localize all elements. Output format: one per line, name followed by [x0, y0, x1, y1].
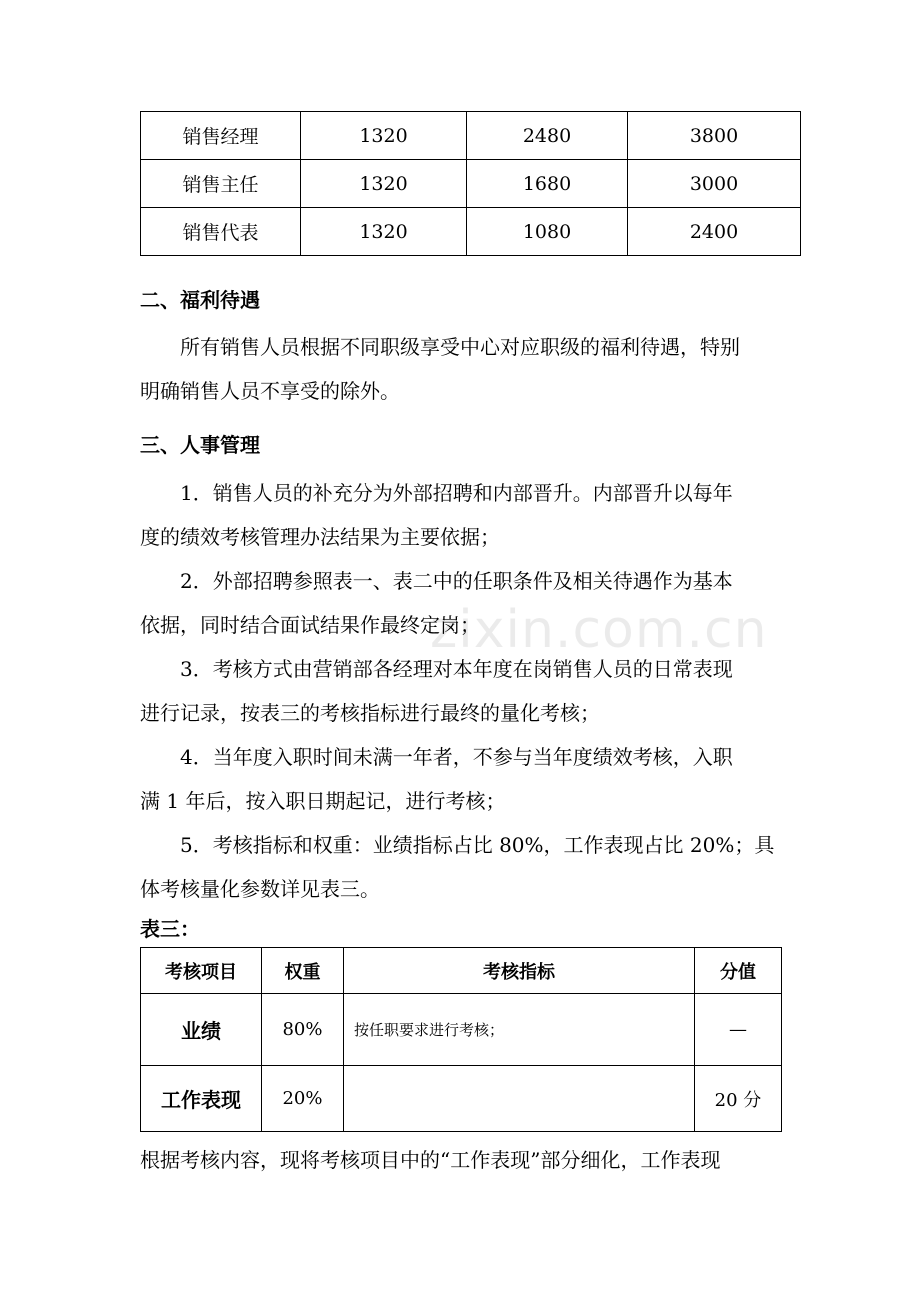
table-cell: 1320 — [301, 208, 467, 256]
column-header: 考核项目 — [141, 948, 262, 994]
column-header: 分值 — [695, 948, 782, 994]
table-cell: 工作表现 — [141, 1066, 262, 1132]
assessment-table — [140, 947, 782, 1132]
table-cell: 80% — [262, 994, 344, 1066]
list-item-line: 满 1 年后，按入职日期起记，进行考核； — [140, 789, 506, 813]
section-heading-welfare: 二、福利待遇 — [140, 288, 260, 312]
column-header: 权重 — [262, 948, 344, 994]
table-cell — [344, 1066, 695, 1132]
table-header-row — [141, 948, 782, 994]
table-cell: 销售经理 — [141, 112, 301, 160]
closing-paragraph: 根据考核内容，现将考核项目中的“工作表现”部分细化，工作表现 — [140, 1148, 721, 1172]
table-row — [141, 1066, 782, 1132]
table-cell: 2480 — [467, 112, 628, 160]
section-heading-personnel: 三、人事管理 — [140, 433, 260, 457]
welfare-paragraph — [140, 325, 800, 413]
salary-table — [140, 111, 801, 256]
list-item-line: 进行记录，按表三的考核指标进行最终的量化考核； — [140, 701, 600, 725]
table-cell: 1080 — [467, 208, 628, 256]
table-cell: 3800 — [628, 112, 801, 160]
table-cell: — — [695, 994, 782, 1066]
personnel-items — [140, 471, 800, 911]
table-row — [141, 208, 801, 256]
table-cell: 3000 — [628, 160, 801, 208]
table-cell: 20% — [262, 1066, 344, 1132]
list-item-line: 2．外部招聘参照表一、表二中的任职条件及相关待遇作为基本 — [180, 569, 733, 593]
list-item-line: 3．考核方式由营销部各经理对本年度在岗销售人员的日常表现 — [180, 657, 733, 681]
paragraph-line: 所有销售人员根据不同职级享受中心对应职级的福利待遇，特别 — [180, 335, 740, 359]
table-cell: 销售主任 — [141, 160, 301, 208]
table-cell: 1320 — [301, 112, 467, 160]
table-row — [141, 994, 782, 1066]
table-cell: 1680 — [467, 160, 628, 208]
list-item-line: 依据，同时结合面试结果作最终定岗； — [140, 613, 480, 637]
table-row — [141, 160, 801, 208]
column-header: 考核指标 — [344, 948, 695, 994]
table3-label: 表三： — [140, 917, 200, 941]
list-item-line: 体考核量化参数详见表三。 — [140, 877, 380, 901]
list-item-line: 5．考核指标和权重：业绩指标占比 80%，工作表现占比 20%；具 — [180, 833, 775, 857]
table-row — [141, 112, 801, 160]
table-cell: 销售代表 — [141, 208, 301, 256]
table-cell: 按任职要求进行考核； — [344, 994, 695, 1066]
table-cell: 2400 — [628, 208, 801, 256]
table-cell: 业绩 — [141, 994, 262, 1066]
list-item-line: 1．销售人员的补充分为外部招聘和内部晋升。内部晋升以每年 — [180, 481, 733, 505]
paragraph-line: 明确销售人员不享受的除外。 — [140, 379, 400, 403]
list-item-line: 4．当年度入职时间未满一年者，不参与当年度绩效考核，入职 — [180, 745, 733, 769]
table-cell: 1320 — [301, 160, 467, 208]
table-cell: 20 分 — [695, 1066, 782, 1132]
watermark: zixin.com.cn — [430, 600, 768, 660]
list-item-line: 度的绩效考核管理办法结果为主要依据； — [140, 525, 500, 549]
